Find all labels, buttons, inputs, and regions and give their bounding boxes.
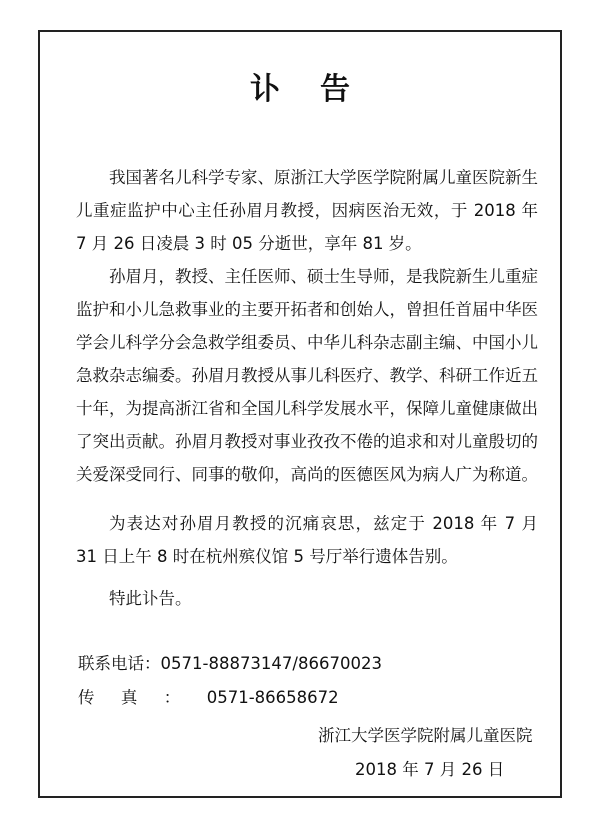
paragraph-closing: 特此讣告。 bbox=[109, 589, 192, 608]
paragraph-farewell: 为表达对孙眉月教授的沉痛哀思，兹定于 2018 年 7 月 31 日上午 8 时在杭州殡仪馆 5 号厅举行遗体告别。 bbox=[76, 514, 538, 566]
signature-organization: 浙江大学医学院附属儿童医院 bbox=[318, 726, 533, 745]
phone-label: 联系电话： bbox=[78, 654, 161, 673]
contact-fax bbox=[78, 686, 339, 710]
fax-label: 传真： bbox=[78, 688, 207, 707]
paragraph-biography: 孙眉月，教授、主任医师、硕士生导师，是我院新生儿重症监护和小儿急救事业的主要开拓者和创始人，曾担任首届中华医学会儿科学分会急救学组委员、中华儿科杂志副主编、中国小儿急救杂志编委。孙眉月教授从事儿科医疗、教学、科研工作近五十年，为提高浙江省和全国儿科学发展水平，保障儿童健康做出了突出贡献。孙眉月教授对事业孜孜不倦的追求和对儿童殷切的关爱深受同行、同事的敬仰，高尚的医德医风为病人广为称道。 bbox=[76, 267, 538, 484]
document-title: 讣告 bbox=[250, 72, 390, 107]
paragraph-announcement: 我国著名儿科学专家、原浙江大学医学院附属儿童医院新生儿重症监护中心主任孙眉月教授，因病医治无效，于 2018 年 7 月 26 日凌晨 3 时 05 分逝世，享年 81 岁。 bbox=[76, 168, 538, 253]
fax-number: 0571-86658672 bbox=[206, 688, 339, 707]
phone-number: 0571-88873147/86670023 bbox=[160, 654, 382, 673]
signature-date: 2018 年 7 月 26 日 bbox=[355, 760, 505, 779]
contact-phone bbox=[78, 652, 382, 676]
